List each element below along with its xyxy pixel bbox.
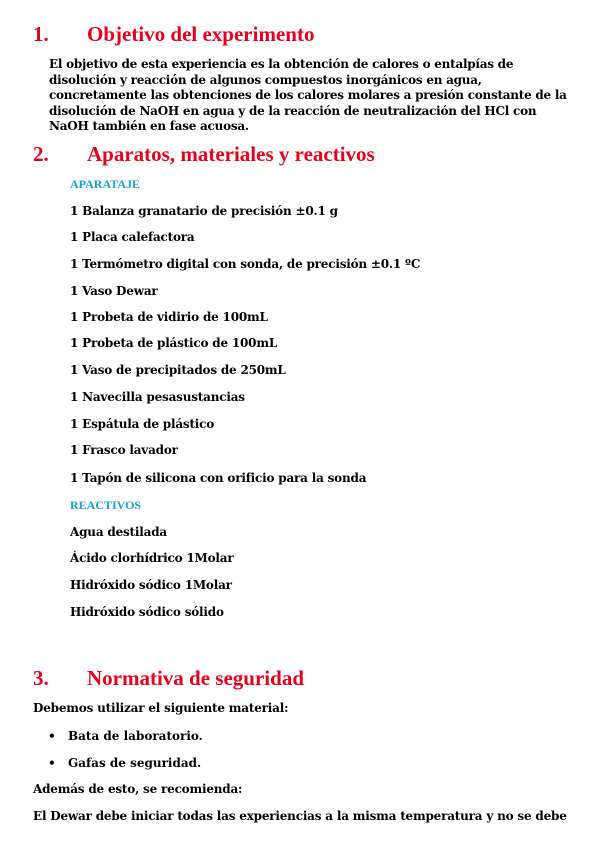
equipment-item: 1 Placa calefactora xyxy=(70,230,195,244)
section-2-heading xyxy=(33,142,375,167)
equipment-item: 1 Vaso de precipitados de 250mL xyxy=(70,363,286,377)
equipment-item: 1 Probeta de vidirio de 100mL xyxy=(70,310,268,324)
recommendation-intro: Además de esto, se recomienda: xyxy=(33,782,243,796)
reagent-item: Hidróxido sódico sólido xyxy=(70,605,224,619)
section-2-title: Aparatos, materiales y reactivos xyxy=(87,142,375,166)
bullet-icon: • xyxy=(48,756,56,770)
equipment-item: 1 Espátula de plástico xyxy=(70,417,215,431)
equipment-item: 1 Balanza granatario de precisión ±0.1 g xyxy=(70,204,338,218)
equipment-item: 1 Frasco lavador xyxy=(70,443,178,457)
equipment-item: 1 Navecilla pesasustancias xyxy=(70,390,245,404)
section-3-heading xyxy=(33,666,304,691)
section-1-heading xyxy=(33,22,314,47)
section-1-number: 1. xyxy=(33,22,49,46)
section-1-title: Objetivo del experimento xyxy=(87,22,315,46)
objective-paragraph: El objetivo de esta experiencia es la obtención de calores o entalpías de disolución y reacción de algunos compuestos inorgánicos en agua, concretamente las obtenciones de los calores molares a presión constante de la disolución de NaOH en agua y de la reacción de neutralización del HCl con NaOH también en fase acuosa. xyxy=(49,57,567,133)
safety-intro: Debemos utilizar el siguiente material: xyxy=(33,701,289,715)
section-3-title: Normativa de seguridad xyxy=(87,666,304,690)
reactivos-label: REACTIVOS xyxy=(70,498,142,512)
section-3-number: 3. xyxy=(33,666,49,690)
dewar-note: El Dewar debe iniciar todas las experiencias a la misma temperatura y no se debe xyxy=(33,809,567,823)
bullet-icon: • xyxy=(48,729,56,743)
equipment-item: 1 Tapón de silicona con orificio para la sonda xyxy=(70,471,367,485)
reagent-item: Ácido clorhídrico 1Molar xyxy=(70,551,234,565)
equipment-item: 1 Termómetro digital con sonda, de precisión ±0.1 ºC xyxy=(70,257,421,271)
safety-bullet-item xyxy=(48,756,201,770)
reagent-item: Agua destilada xyxy=(70,525,167,539)
equipment-item: 1 Probeta de plástico de 100mL xyxy=(70,336,278,350)
safety-bullet-text: Gafas de seguridad. xyxy=(68,756,202,770)
aparataje-label: APARATAJE xyxy=(70,177,140,191)
reagent-item: Hidróxido sódico 1Molar xyxy=(70,578,232,592)
section-2-number: 2. xyxy=(33,142,49,166)
equipment-item: 1 Vaso Dewar xyxy=(70,284,158,298)
safety-bullet-item xyxy=(48,729,203,743)
safety-bullet-text: Bata de laboratorio. xyxy=(68,729,203,743)
